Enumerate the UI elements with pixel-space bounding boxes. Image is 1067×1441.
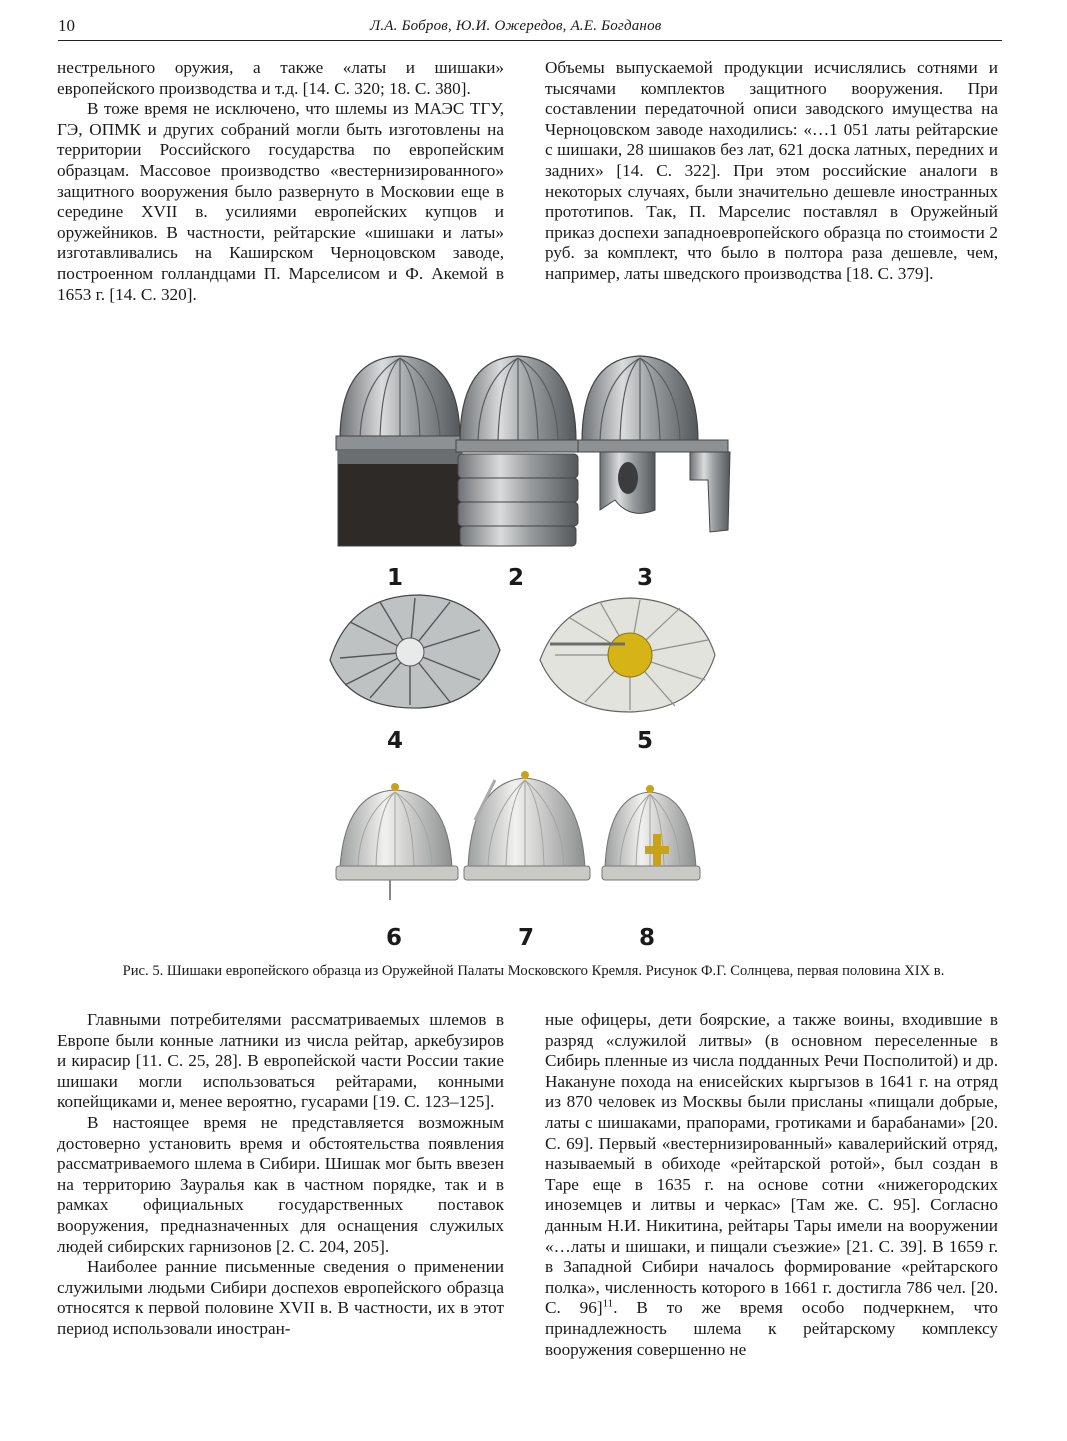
paragraph-text: ные офицеры, дети боярские, а также воины, входившие в разряд «служилой литвы» (в основном переселенные в Сибирь пленные из числа подданных Речи Посполитой) и др. Накануне похода на енисейских кыргызов в 1641 г. на отряд из 870 человек из Москвы были присланы «пищали добрые, латы с шишаками, прапорами, гротиками и барабанами» [20. С. 69]. Первый «вестернизированный» кавалерийский отряд, называемый в обиходе «рейтарской ротой», был создан в Таре еще в 1635 г. на основе сотни «нижегородских иноземцев и литвы и черкас» [Там же. С. 95]. Согласно данным Н.И. Никитина, рейтары Тары имели на вооружении «…латы и шишаки, и пищали съезжие» [21. С. 39]. В 1659 г. в Западной Сибири началось формирование «рейтарского полка», численность которого в 1661 г. достигла 786 чел. [20. С. 96]	[545, 1010, 998, 1318]
helmet-2-image	[456, 356, 580, 546]
text-column-top-left	[57, 58, 504, 305]
text-column-top-right	[545, 58, 998, 285]
figure-label-3: 3	[637, 565, 654, 591]
helmet-illustrations	[300, 350, 750, 960]
helmet-5-image	[540, 598, 715, 712]
page-number: 10	[58, 16, 75, 35]
figure-helmets	[300, 350, 750, 960]
paragraph: В настоящее время не представляется возможным достоверно установить время и обстоятельства появления рассматриваемого шлема в Сибири. Шишак мог быть ввезен на территорию Зауралья как в частном порядке, так и в рамках официальных государственных поставок вооружения, предназначенных для оснащения служилых людей сибирских гарнизонов [2. С. 204, 205].	[57, 1112, 504, 1256]
helmet-7-image	[464, 771, 590, 880]
figure-label-1: 1	[387, 565, 404, 591]
helmet-1-image	[336, 356, 464, 546]
helmet-8-image	[602, 785, 700, 880]
helmet-6-image	[336, 783, 458, 900]
figure-label-2: 2	[508, 565, 525, 591]
text-column-bottom-right	[545, 1010, 998, 1360]
figure-label-8: 8	[639, 925, 656, 951]
paragraph: В тоже время не исключено, что шлемы из МАЭС ТГУ, ГЭ, ОПМК и других собраний могли быть изготовлены на территории Российского государства по европейским образцам. Массовое производство «вестернизированного» защитного вооружения было развернуто в Московии еще в середине XVII в. усилиями европейских купцов и оружейников. В частности, рейтарские «шишаки и латы» изготавливались на Каширском Черноцовском заводе, построенном голландцами П. Марселисом и Ф. Акемой в 1653 г. [14. С. 320].	[57, 99, 504, 304]
figure-caption: Рис. 5. Шишаки европейского образца из Оружейной Палаты Московского Кремля. Рисунок Ф.Г. Солнцева, первая половина XIX в.	[122, 963, 945, 979]
paragraph: Главными потребителями рассматриваемых шлемов в Европе были конные латники из числа рейтар, аркебузиров и кирасир [11. С. 25, 28]. В европейской части России такие шишаки могли использоваться рейтарами, конными копейщиками и, менее вероятно, гусарами [19. С. 123–125].	[57, 1010, 504, 1112]
helmet-3-image	[578, 356, 730, 532]
running-head-authors: Л.А. Бобров, Ю.И. Ожередов, А.Е. Богданов	[370, 18, 662, 34]
paragraph: Объемы выпускаемой продукции исчислялись сотнями и тысячами комплектов защитного вооружения. При составлении передаточной описи заводского имущества на Черноцовском заводе находились: «…1 051 латы рейтарские с шишаки, 28 шишаков без лат, 621 доска латных, передних и задних» [14. С. 322]. При этом российские аналоги в некоторых случаях, были значительно дешевле иностранных прототипов. Так, П. Марселис поставлял в Оружейный приказ доспехи западноевропейского образца по стоимости 2 руб. за комплект, что было в полтора раза дешевле, чем, например, латы шведского производства [18. С. 379].	[545, 58, 998, 283]
paragraph	[545, 1010, 998, 1360]
paragraph: нестрельного оружия, а также «латы и шишаки» европейского производства и т.д. [14. С. 320; 18. С. 380].	[57, 58, 504, 98]
figure-label-7: 7	[518, 925, 535, 951]
page-header	[58, 14, 1002, 41]
figure-label-6: 6	[386, 925, 403, 951]
text-column-bottom-left	[57, 1010, 504, 1340]
paragraph-text: . В то же время особо подчеркнем, что принадлежность шлема к рейтарскому комплексу вооружения совершенно не	[545, 1298, 998, 1359]
figure-label-5: 5	[637, 728, 654, 754]
footnote-reference[interactable]: 11	[602, 1297, 614, 1310]
figure-label-4: 4	[387, 728, 404, 754]
paragraph: Наиболее ранние письменные сведения о применении служилыми людьми Сибири доспехов европейского образца относятся к первой половине XVII в. В частности, их в этот период использовали иностран-	[57, 1257, 504, 1338]
helmet-4-image	[330, 595, 500, 708]
